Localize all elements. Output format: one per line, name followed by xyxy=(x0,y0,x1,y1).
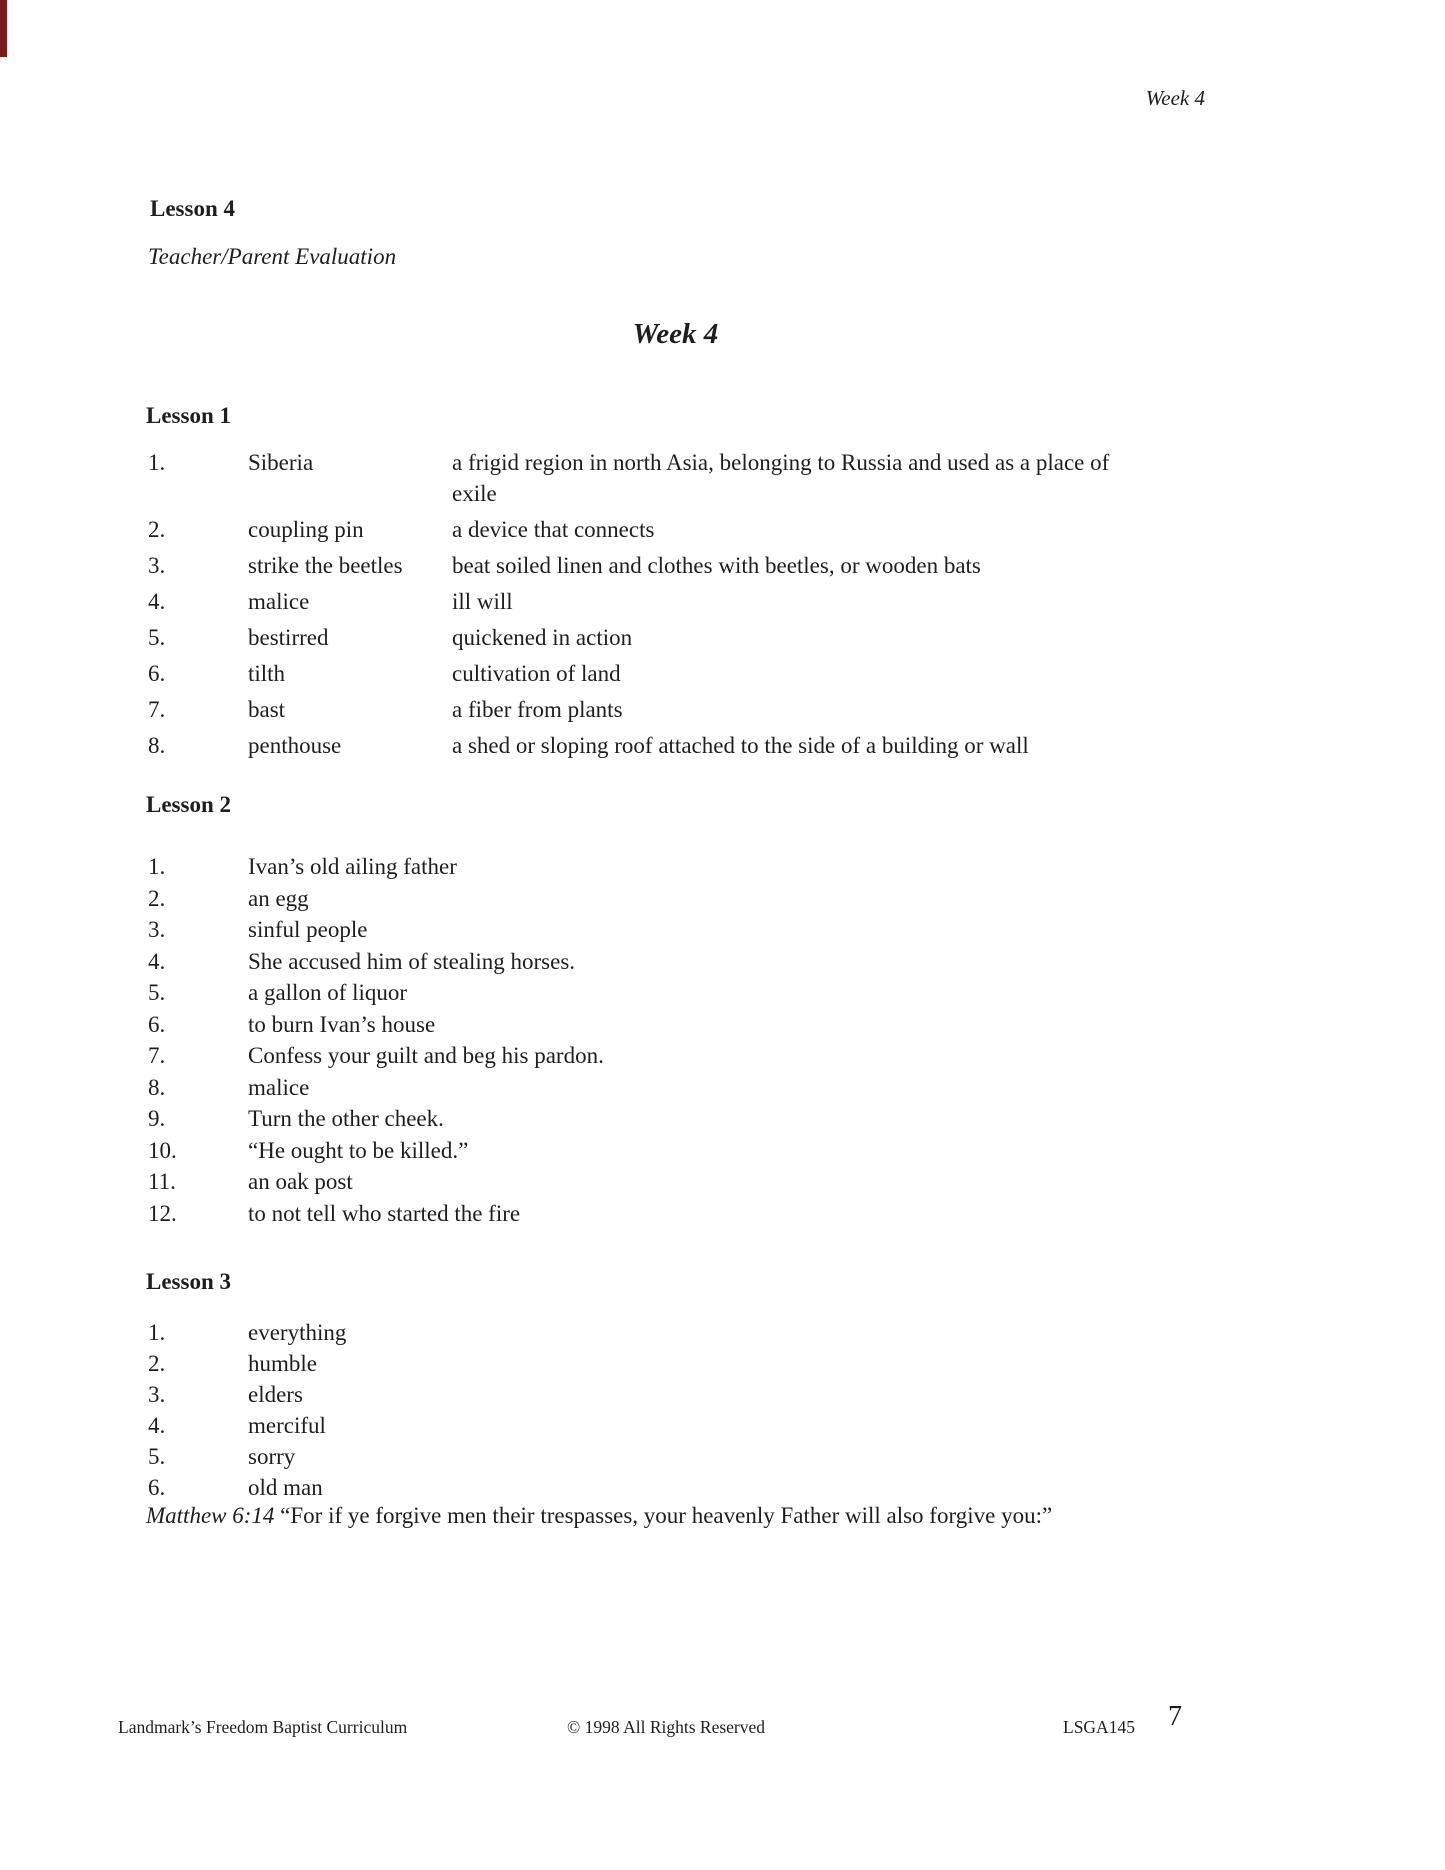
scripture-text: “For if ye forgive men their trespasses, your heavenly Father will also forgive you:” xyxy=(274,1503,1053,1528)
item-answer: everything xyxy=(248,1320,347,1345)
item-term: malice xyxy=(248,589,310,614)
scripture-note xyxy=(146,1500,1086,1532)
definition-row xyxy=(148,586,1142,617)
item-number: 4. xyxy=(148,1413,166,1438)
item-number: 2. xyxy=(148,517,166,542)
item-number: 4. xyxy=(148,589,166,614)
item-definition: quickened in action xyxy=(452,625,633,650)
item-number: 4. xyxy=(148,948,166,974)
definition-row xyxy=(148,622,1142,653)
item-answer: merciful xyxy=(248,1413,326,1438)
item-number: 5. xyxy=(148,980,166,1005)
item-term: Siberia xyxy=(248,450,314,475)
item-term: penthouse xyxy=(248,733,342,758)
item-number: 11. xyxy=(148,1169,176,1194)
item-answer: sorry xyxy=(248,1444,296,1469)
item-number: 1. xyxy=(148,450,166,475)
item-number: 10. xyxy=(148,1137,177,1163)
item-answer: Ivan’s old ailing father xyxy=(248,854,457,879)
item-answer: sinful people xyxy=(248,917,368,942)
item-definition: a fiber from plants xyxy=(452,697,623,722)
answer-row xyxy=(148,851,1188,883)
item-number: 2. xyxy=(148,885,166,911)
lesson-1-list xyxy=(148,447,1142,766)
item-number: 7. xyxy=(148,697,166,722)
item-number: 8. xyxy=(148,1074,166,1100)
lesson-4-subtitle: Teacher/Parent Evaluation xyxy=(148,244,397,269)
definition-row xyxy=(148,658,1142,689)
definition-row xyxy=(148,447,1142,509)
item-number: 6. xyxy=(148,661,166,686)
item-definition: ill will xyxy=(452,589,513,614)
item-answer: humble xyxy=(248,1351,317,1376)
lesson-3-heading: Lesson 3 xyxy=(146,1269,231,1294)
definition-row xyxy=(148,550,1142,581)
definition-row xyxy=(148,514,1142,545)
answer-row xyxy=(148,977,1188,1009)
answer-row xyxy=(148,883,1188,915)
item-answer: malice xyxy=(248,1074,310,1100)
answer-row xyxy=(148,1103,1188,1135)
scan-edge-artifact xyxy=(0,0,7,57)
answer-row xyxy=(148,1348,1188,1379)
answer-row xyxy=(148,1198,1188,1230)
item-answer: elders xyxy=(248,1382,303,1407)
footer-copyright: © 1998 All Rights Reserved xyxy=(567,1717,766,1737)
item-number: 9. xyxy=(148,1106,166,1131)
item-number: 8. xyxy=(148,733,166,758)
answer-row xyxy=(148,1135,1188,1167)
item-definition: beat soiled linen and clothes with beetles, or wooden bats xyxy=(452,553,981,578)
item-answer: an oak post xyxy=(248,1169,353,1194)
week-title: Week 4 xyxy=(632,318,719,350)
item-number: 12. xyxy=(148,1200,177,1226)
item-number: 1. xyxy=(148,854,166,879)
item-definition: a frigid region in north Asia, belonging to Russia and used as a place of exile xyxy=(452,450,1110,506)
item-number: 6. xyxy=(148,1475,166,1500)
item-answer: an egg xyxy=(248,885,309,911)
item-term: coupling pin xyxy=(248,517,364,542)
item-answer: old man xyxy=(248,1475,323,1500)
item-number: 3. xyxy=(148,553,166,578)
lesson-1-heading: Lesson 1 xyxy=(146,403,231,428)
answer-row xyxy=(148,1472,1188,1503)
item-answer: She accused him of stealing horses. xyxy=(248,948,576,974)
lesson-4-heading: Lesson 4 xyxy=(150,196,235,221)
item-definition: a device that connects xyxy=(452,517,655,542)
item-term: bast xyxy=(248,697,286,722)
lesson-2-list xyxy=(148,851,1188,1229)
item-number: 1. xyxy=(148,1320,166,1345)
lesson-2-heading: Lesson 2 xyxy=(146,792,231,817)
item-number: 5. xyxy=(148,1444,166,1469)
item-answer: to burn Ivan’s house xyxy=(248,1011,436,1037)
answer-row xyxy=(148,1317,1188,1348)
answer-row xyxy=(148,1441,1188,1472)
answer-row xyxy=(148,1040,1188,1072)
item-number: 3. xyxy=(148,917,166,942)
lesson-3-list xyxy=(148,1317,1188,1503)
definition-row xyxy=(148,730,1142,761)
footer-publisher: Landmark’s Freedom Baptist Curriculum xyxy=(118,1717,408,1737)
footer-catalog-code: LSGA145 xyxy=(1063,1717,1135,1737)
answer-row xyxy=(148,1072,1188,1104)
item-number: 5. xyxy=(148,625,166,650)
scripture-reference: Matthew 6:14 xyxy=(146,1503,275,1528)
item-definition: a shed or sloping roof attached to the side of a building or wall xyxy=(452,733,1029,758)
definition-row xyxy=(148,694,1142,725)
item-term: bestirred xyxy=(248,625,329,650)
item-term: tilth xyxy=(248,661,286,686)
header-week-label: Week 4 xyxy=(1145,86,1205,110)
item-definition: cultivation of land xyxy=(452,661,621,686)
item-answer: a gallon of liquor xyxy=(248,980,408,1005)
item-number: 3. xyxy=(148,1382,166,1407)
item-answer: Confess your guilt and beg his pardon. xyxy=(248,1043,604,1068)
answer-row xyxy=(148,914,1188,946)
item-answer: “He ought to be killed.” xyxy=(248,1137,469,1163)
item-number: 7. xyxy=(148,1043,166,1068)
answer-row xyxy=(148,1009,1188,1041)
item-term: strike the beetles xyxy=(248,553,403,578)
item-number: 2. xyxy=(148,1351,166,1376)
answer-row xyxy=(148,1410,1188,1441)
item-number: 6. xyxy=(148,1011,166,1037)
page-number: 7 xyxy=(1168,1701,1182,1732)
answer-row xyxy=(148,1166,1188,1198)
item-answer: to not tell who started the fire xyxy=(248,1200,521,1226)
item-answer: Turn the other cheek. xyxy=(248,1106,444,1131)
answer-row xyxy=(148,946,1188,978)
answer-row xyxy=(148,1379,1188,1410)
